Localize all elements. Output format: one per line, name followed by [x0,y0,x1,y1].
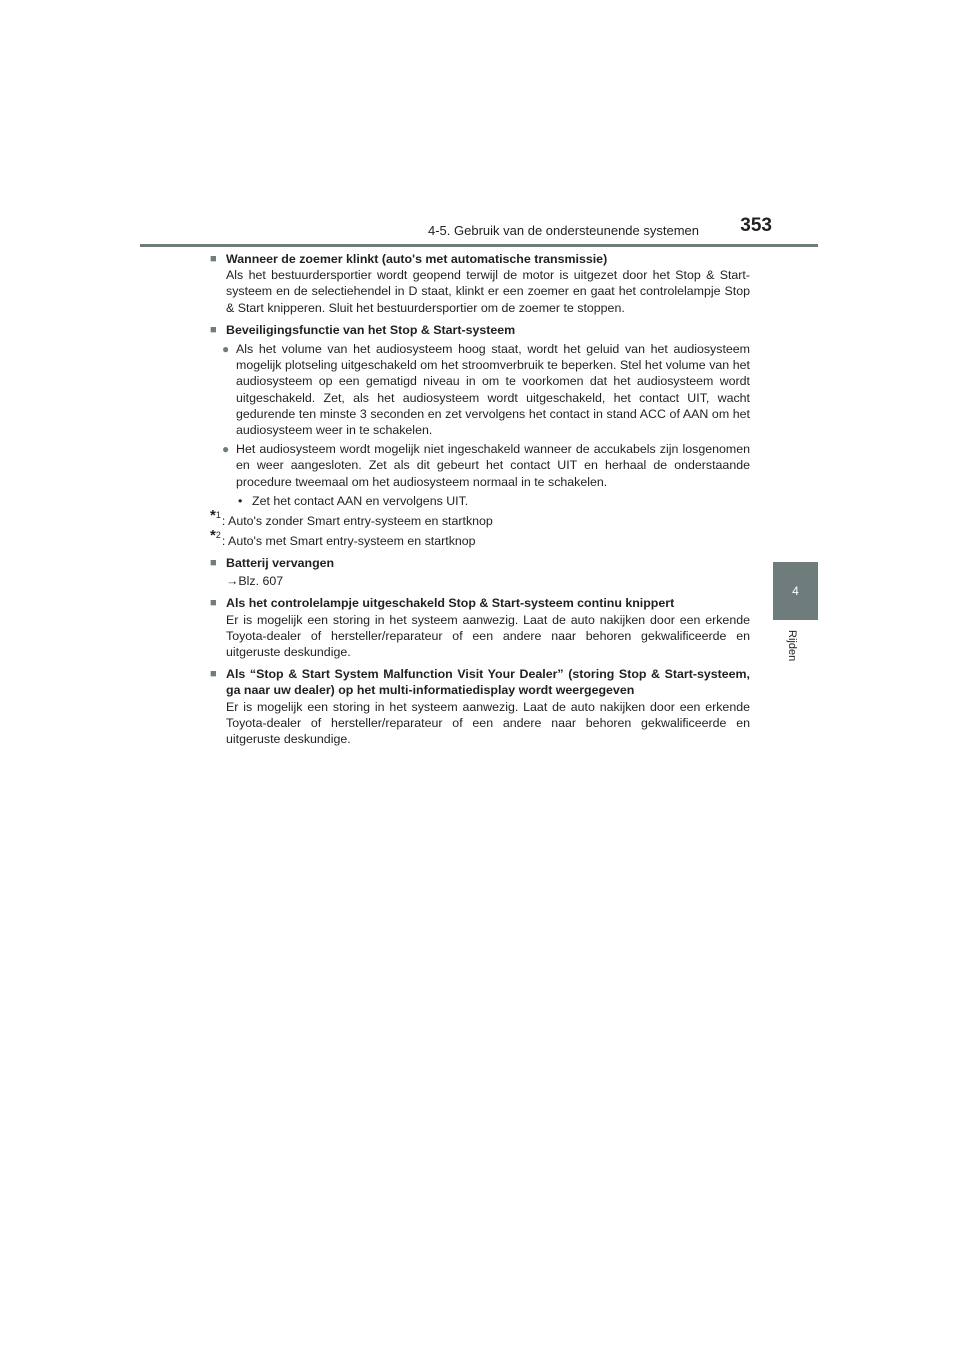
section-body: Als het bestuurdersportier wordt geopend terwijl de motor is uitgezet door het Stop & Start-systeem en de selectiehendel in D staat, klinkt er een zoemer en gaat het controlelampje Stop & Start knipperen. Sluit het bestuurdersportier om de zoemer te stoppen. [226,268,750,315]
footnote-2: * 2 : Auto's met Smart entry-systeem en startknop [210,527,476,549]
square-bullet-icon: ■ [210,253,217,265]
page-content [210,251,750,753]
square-bullet-icon: ■ [210,597,217,610]
section-buzzer [210,251,750,316]
section-indicator-blinks [210,595,750,660]
page-header [140,212,818,248]
section-heading: Batterij vervangen [226,556,335,571]
section-malfunction-message [210,666,750,747]
section-protection [210,322,750,549]
header-divider [140,244,818,247]
round-bullet-icon: ● [222,442,230,457]
section-heading: Beveiligingsfunctie van het Stop & Start-systeem [226,322,516,337]
page-reference[interactable]: →Blz. 607 [226,574,284,589]
section-body: Er is mogelijk een storing in het systeem aanwezig. Laat de auto nakijken door een erkende Toyota-dealer of hersteller/reparateur of een andere naar behoren gekwalificeerde en uitgeruste deskundige. [226,699,750,747]
asterisk-icon: * [210,507,216,525]
square-bullet-icon: ■ [210,557,217,570]
arrow-right-icon: → [226,574,239,589]
section-title: 4-5. Gebruik van de ondersteunende systemen [428,223,700,238]
round-bullet-icon: ● [222,342,230,357]
square-bullet-icon: ■ [210,668,217,681]
footnote-1: * 1 : Auto's zonder Smart entry-systeem en startknop [210,507,493,529]
section-heading: Wanneer de zoemer klinkt (auto's met automatische transmissie) [226,252,608,266]
small-bullet-icon: • [238,493,243,508]
section-battery [210,555,750,589]
asterisk-icon: * [210,527,216,545]
chapter-number: 4 [792,584,799,598]
section-body: Er is mogelijk een storing in het systeem aanwezig. Laat de auto nakijken door een erkende Toyota-dealer of hersteller/reparateur of een andere naar behoren gekwalificeerde en uitgeruste deskundige. [226,612,750,660]
section-heading: Als het controlelampje uitgeschakeld Stop & Start-systeem continu knippert [226,596,675,611]
square-bullet-icon: ■ [210,323,217,336]
list-item: ● Het audiosysteem wordt mogelijk niet ingeschakeld wanneer de accukabels zijn losgenomen en weer aangesloten. Zet als dit gebeurt het contact UIT en herhaal de onderstaande procedure tweemaal om het audiosysteem normaal in te schakelen. [222,442,750,489]
page-number: 353 [740,215,772,236]
sub-list-item: • Zet het contact AAN en vervolgens UIT. [238,493,469,508]
chapter-label: Rijden [786,630,798,662]
chapter-tab [773,562,818,620]
section-heading: Als “Stop & Start System Malfunction Visit Your Dealer” (storing Stop & Start-systeem, ga naar uw dealer) op het multi-informatiedisplay wordt weergegeven [226,667,750,698]
list-item: ● Als het volume van het audiosysteem hoog staat, wordt het geluid van het audiosysteem mogelijk plotseling uitgeschakeld om het stroomverbruik te beperken. Stel het volume van het audiosysteem op een gematigd niveau in om te voorkomen dat het audiosysteem wordt uitgeschakeld. Zet, als het audiosysteem wordt uitgeschakeld, het contact UIT, wacht gedurende ten minste 3 seconden en zet vervolgens het contact in stand ACC of AAN om het audiosysteem weer in te schakelen. [222,342,750,438]
